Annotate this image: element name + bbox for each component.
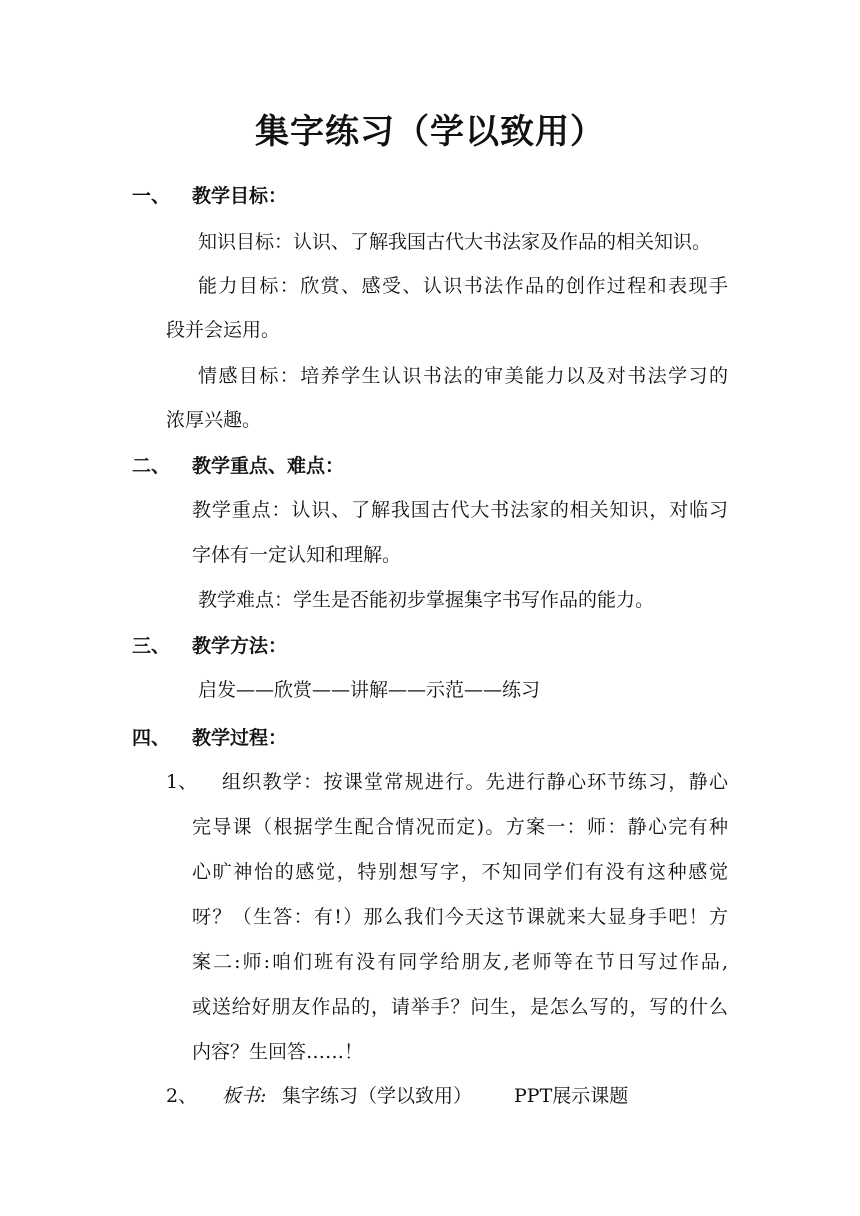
section-2-number: 二、 [132,455,171,477]
key-point-line-1: 教学重点：认识、了解我国古代大书法家的相关知识，对临习 [192,499,728,521]
step-1-line-3: 心旷神怡的感觉，特别想写字，不知同学们有没有这种感觉 [192,861,728,883]
step-1-line-7: 内容？生回答……！ [192,1041,364,1063]
step-1-line-2: 完导课（根据学生配合情况而定)。方案一：师：静心完有种 [192,816,728,838]
ability-goal-line-1: 能力目标：欣赏、感受、认识书法作品的创作过程和表现手 [198,275,728,297]
step-1-line-4: 呀？（生答：有!）那么我们今天这节课就来大显身手吧！方 [192,906,728,928]
step-2-number: 2、 [166,1085,198,1107]
knowledge-goal: 知识目标：认识、了解我国古代大书法家及作品的相关知识。 [198,231,712,253]
step-1-number: 1、 [166,771,198,793]
step-1-line-5: 案二:师:咱们班有没有同学给朋友,老师等在节日写过作品, [192,951,728,973]
ability-goal-line-2: 段并会运用。 [166,319,281,341]
section-4-heading: 教学过程： [192,727,288,749]
step-1-line-1: 组织教学：按课堂常规进行。先进行静心环节练习，静心 [222,771,728,793]
section-1-heading: 教学目标： [192,185,288,207]
section-1-number: 一、 [132,185,171,207]
emotion-goal-line-1: 情感目标：培养学生认识书法的审美能力以及对书法学习的 [198,365,728,387]
section-3-number: 三、 [132,635,171,657]
section-2-heading: 教学重点、难点： [192,455,345,477]
section-3-heading: 教学方法： [192,635,288,657]
step-1-line-6: 或送给好朋友作品的，请举手？问生，是怎么写的，写的什么 [192,996,728,1018]
document-title: 集字练习（学以致用） [255,112,605,152]
step-2-ppt: PPT展示课题 [514,1085,629,1107]
section-4-number: 四、 [132,727,171,749]
key-point-line-2: 字体有一定认知和理解。 [192,544,402,566]
difficulty-point: 教学难点：学生是否能初步掌握集字书写作品的能力。 [198,589,655,611]
teaching-methods: 启发——欣赏——讲解——示范——练习 [198,679,541,701]
emotion-goal-line-2: 浓厚兴趣。 [166,409,262,431]
step-2-text: 集字练习（学以致用） [282,1085,473,1107]
step-2-label: 板书: [222,1085,267,1107]
